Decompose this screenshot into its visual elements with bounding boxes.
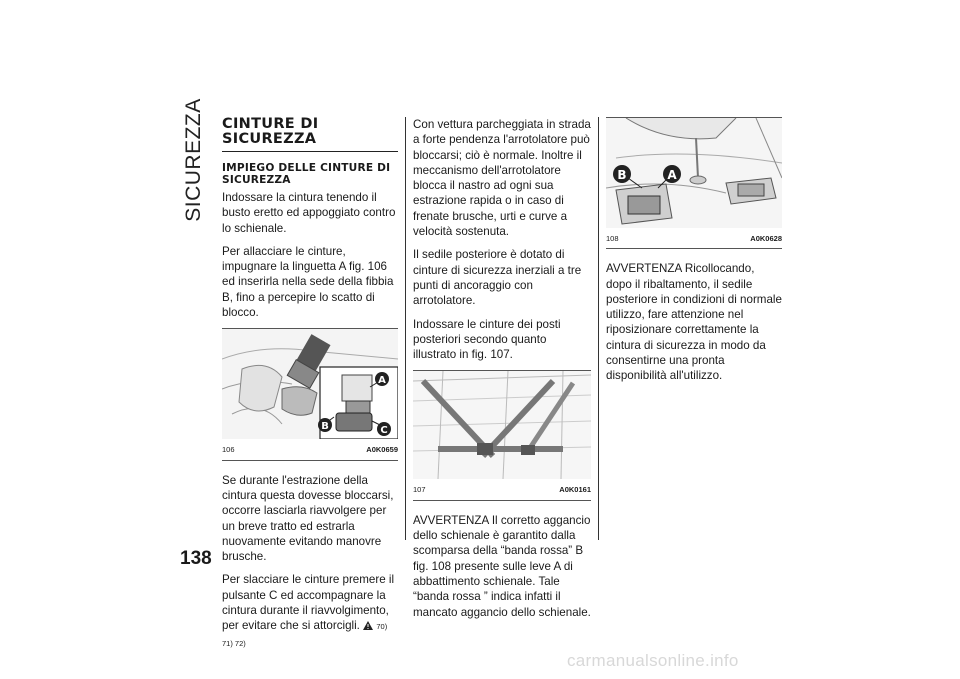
warning-triangle-icon — [363, 621, 373, 630]
svg-text:C: C — [380, 425, 388, 437]
figure-caption — [222, 439, 398, 459]
paragraph: Indossare la cintura tenendo il busto eretto ed appoggiato contro lo schienale. — [222, 191, 396, 235]
figure-106 — [222, 328, 398, 460]
rear-seatbelt-illustration — [413, 371, 591, 479]
figure-number: 108 — [606, 234, 619, 243]
paragraph: AVVERTENZA Ricollocando, dopo il ribaltamento, il sedile posteriore in condizioni di normale utilizzo, fare attenzione nel riposizionare correttamente la cintura di sicurezza in modo da consentirne una pronta disponibilità all'utilizzo. — [606, 262, 782, 383]
paragraph: Per allacciare le cinture, impugnare la linguetta A fig. 106 ed inserirla nella sede della fibbia B, fino a percepire lo scatto di blocco. — [222, 244, 394, 320]
column-2 — [413, 117, 591, 628]
paragraph: Indossare le cinture dei posti posteriori secondo quanto illustrato in fig. 107. — [413, 317, 561, 362]
column-1 — [222, 117, 398, 659]
page-number: 138 — [180, 548, 212, 569]
svg-text:B: B — [321, 421, 329, 433]
figure-code: A0K0628 — [750, 234, 782, 243]
seatbelt-buckle-illustration — [222, 329, 398, 439]
warning-references: 70) 71) 72) — [222, 622, 388, 648]
figure-code: A0K0659 — [366, 445, 398, 455]
side-tab-label: SICUREZZA — [182, 98, 206, 222]
seatback-lever-illustration — [606, 118, 782, 228]
figure-code: A0K0161 — [559, 485, 591, 495]
figure-caption — [413, 479, 591, 499]
paragraph: AVVERTENZA Il corretto aggancio dello schienale è garantito dalla scomparsa della “banda rossa” B fig. 108 presente sulle leve A di abbattimento schienale. Tale “banda rossa ” indica infatti il mancato aggancio dello schienale. — [413, 513, 591, 619]
paragraph-text: Per slacciare le cinture premere il pulsante C ed accompagnare la cintura durante il riavvolgimento, per evitare che si attorcigli. — [222, 573, 395, 633]
watermark: carmanualsonline.info — [567, 651, 739, 670]
svg-text:A: A — [378, 375, 386, 387]
subsection-title: IMPIEGO DELLE CINTURE DI SICUREZZA — [222, 162, 391, 186]
svg-text:A: A — [667, 168, 677, 182]
figure-number: 106 — [222, 445, 235, 455]
paragraph: Con vettura parcheggiata in strada a forte pendenza l'arrotolatore può bloccarsi; ciò è normale. Inoltre il meccanismo dell'arrotolatore blocca il nastro ad ogni sua estrazione rapida o in caso di frenate brusche, urti e curve a velocità sostenuta. — [413, 118, 591, 239]
column-divider-1 — [405, 117, 406, 540]
figure-number: 107 — [413, 485, 426, 495]
figure-caption — [606, 228, 782, 248]
figure-108 — [606, 117, 782, 249]
paragraph: Se durante l'estrazione della cintura questa dovesse bloccarsi, occorre lasciarla riavvolgere per un breve tratto ed estrarla nuovamente evitando manovre brusche. — [222, 473, 394, 564]
paragraph: Il sedile posteriore è dotato di cinture di sicurezza inerziali a tre punti di ancoraggio con arrotolatore. — [413, 248, 582, 308]
svg-text:B: B — [617, 168, 627, 182]
section-title: CINTURE DI SICUREZZA — [222, 117, 398, 152]
figure-107 — [413, 370, 591, 500]
paragraph — [222, 572, 398, 650]
column-divider-2 — [598, 117, 599, 540]
side-tab — [178, 98, 210, 222]
column-3 — [606, 117, 782, 392]
